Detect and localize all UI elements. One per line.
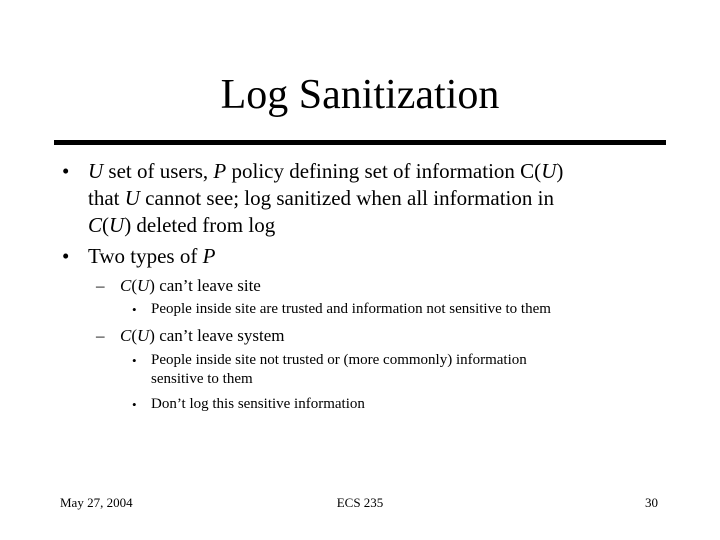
- dot-marker: •: [132, 397, 137, 412]
- var-u: U: [137, 326, 150, 345]
- var-u: U: [137, 276, 150, 295]
- var-p: P: [202, 244, 216, 268]
- type-2-heading: [120, 325, 284, 347]
- text: cannot see; log sanitized when all information in: [139, 186, 554, 210]
- text: policy defining set of information C(: [226, 159, 542, 183]
- text: ) can’t leave site: [149, 276, 261, 295]
- dash-marker: –: [96, 326, 105, 345]
- dot-marker: •: [132, 302, 137, 317]
- dot-marker: •: [132, 353, 137, 368]
- type-1-heading: [120, 275, 261, 297]
- footer-course: ECS 235: [336, 495, 384, 510]
- footer-date: May 27, 2004: [60, 495, 133, 510]
- footer-page-number: 30: [645, 495, 658, 510]
- var-u: U: [124, 186, 140, 210]
- text: (: [131, 276, 138, 295]
- var-p: P: [213, 159, 227, 183]
- bullet-1-line-2: [88, 185, 554, 212]
- type-2-point-line-1: People inside site not trusted or (more commonly) information: [151, 352, 527, 368]
- text: (: [131, 326, 138, 345]
- text: (: [102, 213, 110, 237]
- text: ) deleted from log: [124, 213, 276, 237]
- var-c: C: [88, 213, 103, 237]
- bullet-1-line-1: [88, 158, 563, 185]
- var-u: U: [541, 159, 557, 183]
- type-1-point: People inside site are trusted and information not sensitive to them: [151, 301, 551, 317]
- text: ) can’t leave system: [149, 326, 285, 345]
- bullet-marker: •: [62, 159, 70, 183]
- var-u: U: [88, 159, 104, 183]
- text: Two types of: [88, 244, 203, 268]
- type-2-point-2: Don’t log this sensitive information: [151, 396, 365, 412]
- var-c: C: [120, 276, 132, 295]
- slide-title: Log Sanitization: [220, 72, 500, 118]
- dash-marker: –: [96, 276, 105, 295]
- text: set of users,: [103, 159, 214, 183]
- text: that: [88, 186, 125, 210]
- text: ): [556, 159, 564, 183]
- var-c: C: [120, 326, 132, 345]
- bullet-marker: •: [62, 244, 70, 268]
- bullet-1-line-3: [88, 212, 275, 239]
- bullet-2-line-1: [88, 243, 215, 270]
- title-divider: [54, 140, 666, 145]
- var-u: U: [109, 213, 125, 237]
- type-2-point-line-2: sensitive to them: [151, 371, 253, 387]
